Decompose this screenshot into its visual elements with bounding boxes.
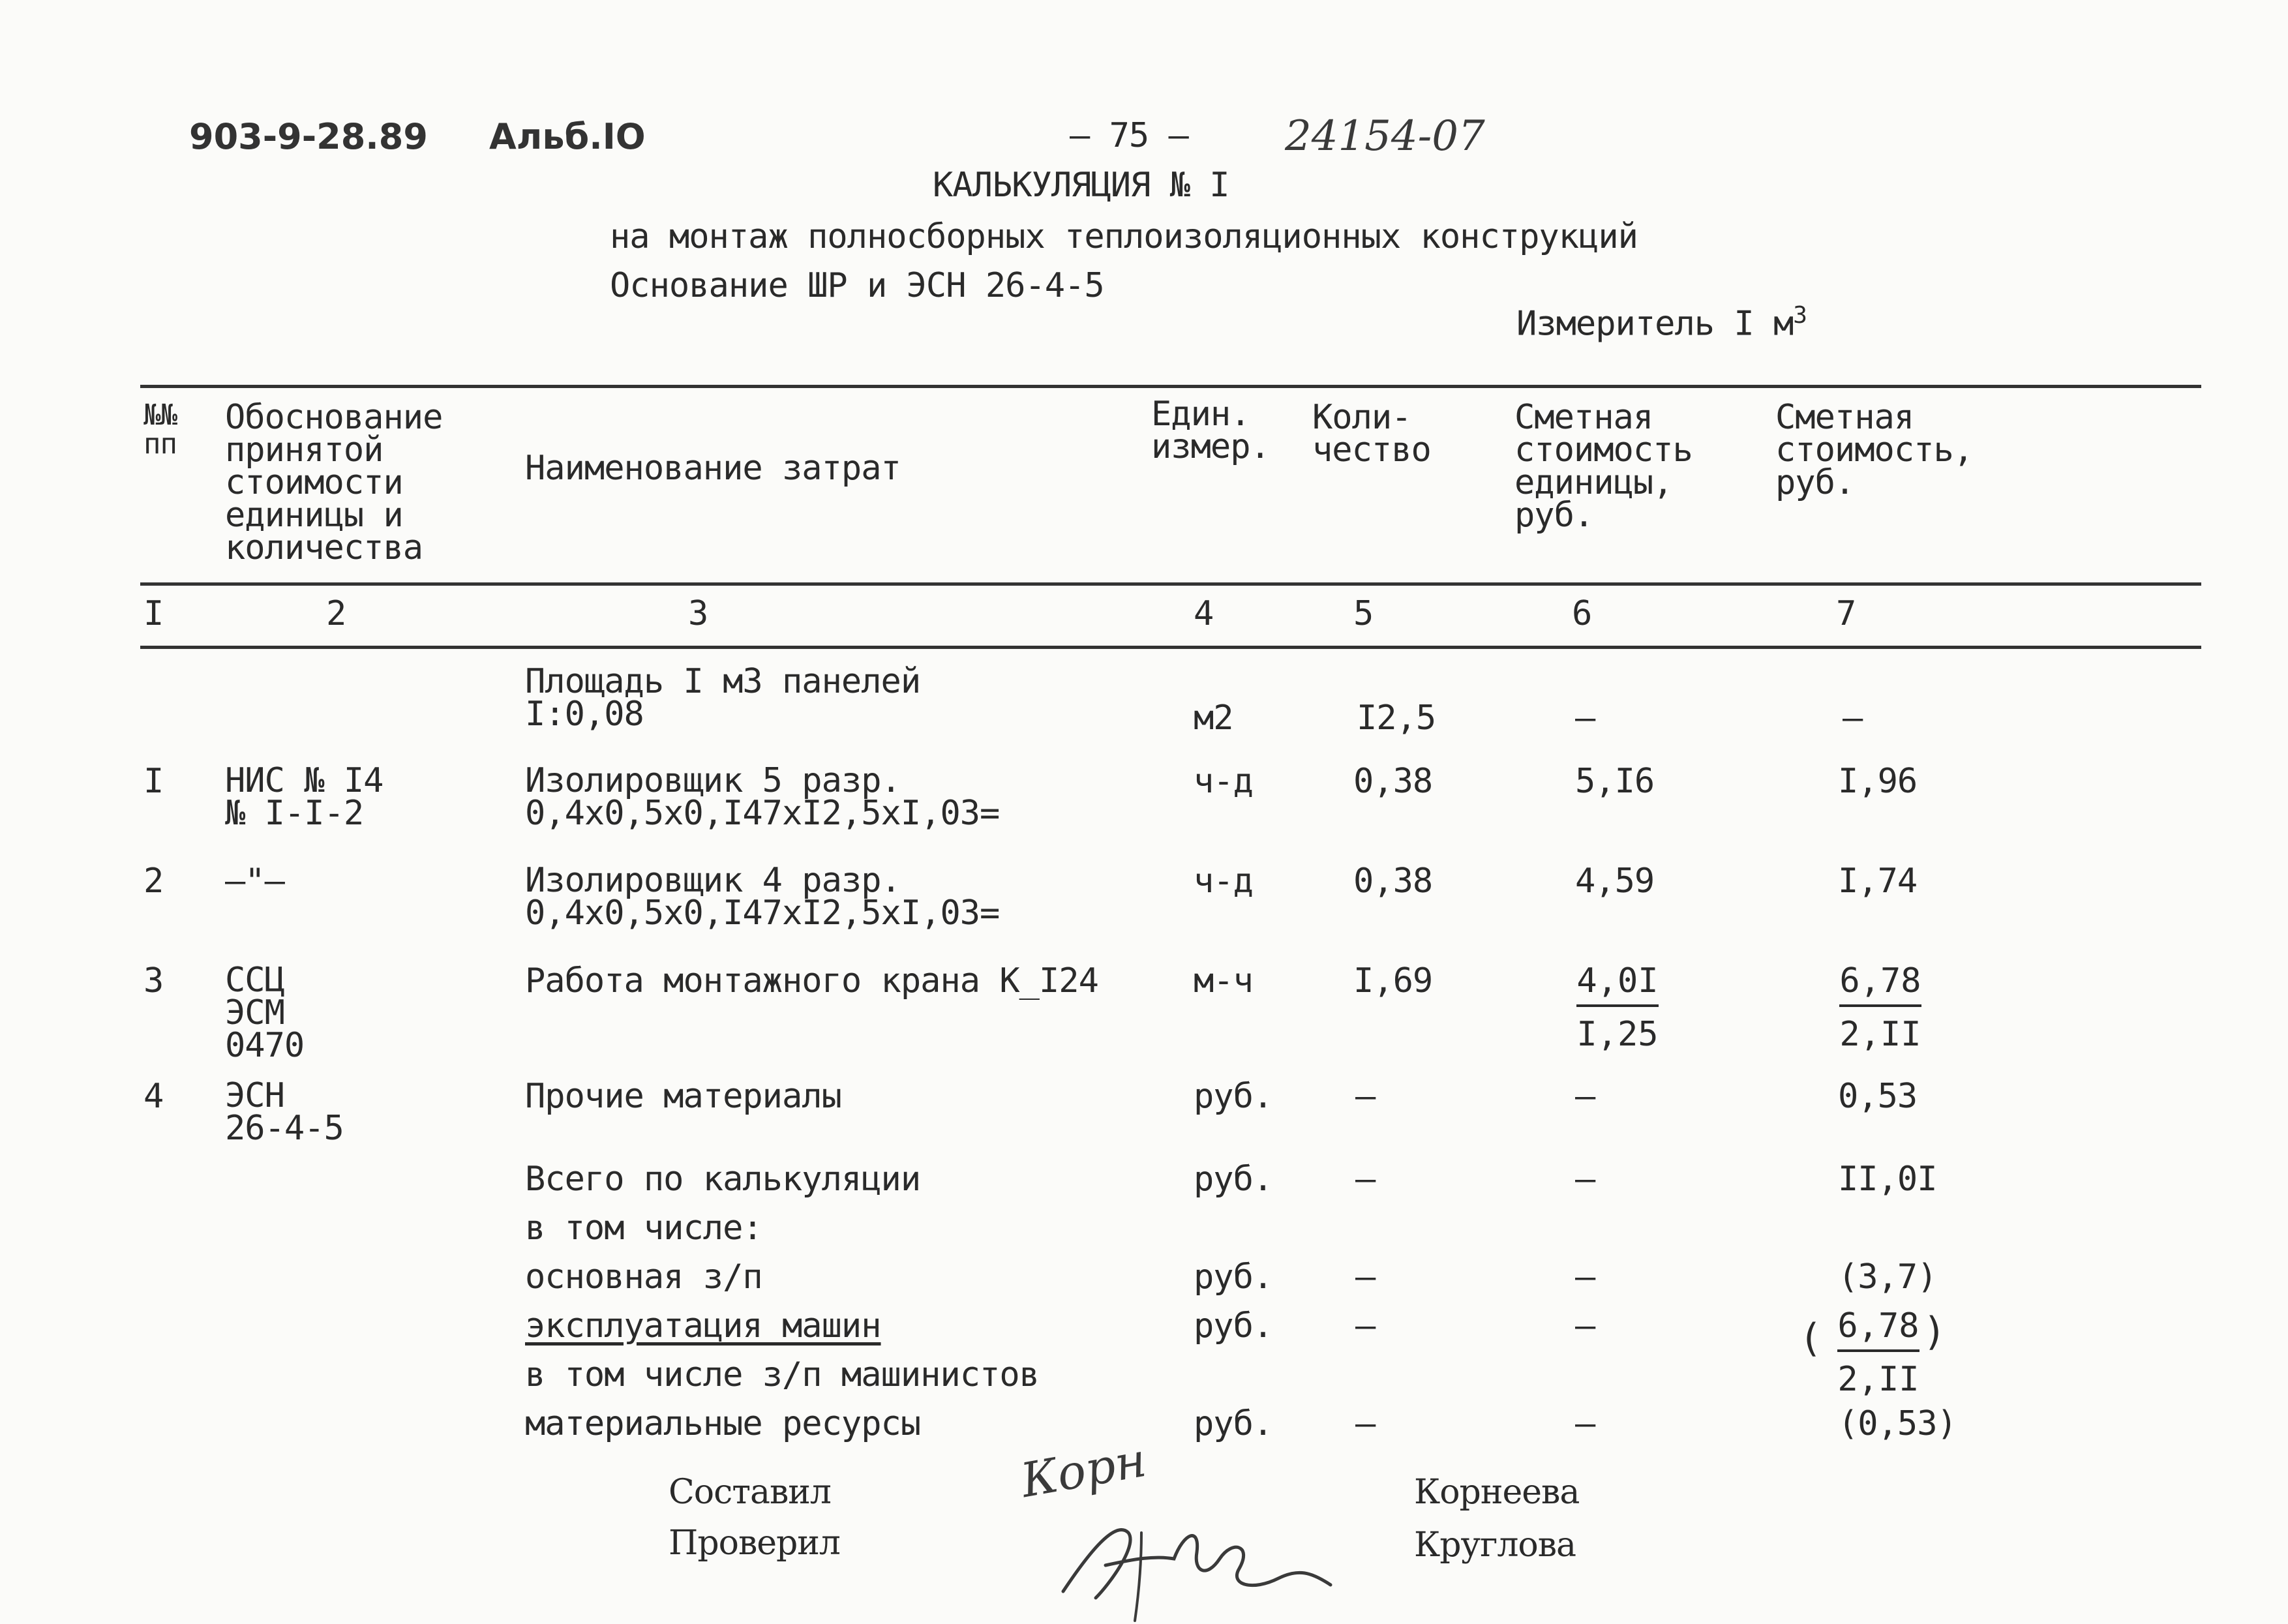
summary-name: материальные ресурсы	[525, 1404, 921, 1443]
fraction-numerator: 6,78	[1839, 964, 1921, 1007]
column-number-5: 5	[1353, 594, 1374, 633]
row-unit-cost-fraction	[1569, 961, 1666, 1054]
fraction-numerator: 4,0I	[1576, 964, 1658, 1007]
column-number-7: 7	[1836, 594, 1856, 633]
summary-unit: руб.	[1194, 1404, 1273, 1443]
summary-name: основная з/п	[525, 1257, 762, 1297]
row-unit-cost: 4,59	[1575, 862, 1655, 901]
page-number: – 75 –	[1070, 116, 1188, 155]
row-total-cost: I,74	[1838, 862, 1918, 901]
open-paren: (	[1799, 1316, 1822, 1361]
row-total-cost: –	[1843, 699, 1863, 738]
header-bottom-rule	[140, 582, 2201, 586]
header-unit-cost: Сметная стоимость единицы, руб.	[1514, 398, 1693, 535]
column-numbers-rule	[140, 646, 2201, 649]
fraction-denominator: I,25	[1576, 1015, 1659, 1054]
row-number: I	[143, 762, 164, 801]
summary-quantity: –	[1355, 1160, 1376, 1199]
row-number: 2	[143, 862, 164, 901]
header-basis: Обоснование принятой стоимости единицы и количества	[225, 398, 443, 567]
header-row-number: №№ пп	[143, 398, 177, 460]
row-unit-cost: 5,I6	[1575, 762, 1655, 801]
document-subtitle: на монтаж полносборных теплоизоляционных конструкций	[610, 217, 1638, 256]
compiled-by-name: Корнеева	[1414, 1473, 1580, 1512]
row-unit: ч-д	[1194, 762, 1253, 801]
summary-unit: руб.	[1194, 1306, 1273, 1346]
row-quantity: –	[1355, 1077, 1376, 1116]
row-cost-name: Работа монтажного крана К_I24	[525, 961, 1098, 1000]
row-basis: ЭСН 26-4-5	[225, 1076, 344, 1148]
row-unit: м2	[1194, 699, 1233, 738]
fraction-numerator: 6,78	[1837, 1309, 1919, 1352]
header-total-cost: Сметная стоимость, руб.	[1775, 398, 1974, 502]
summary-unit-cost: –	[1575, 1160, 1595, 1199]
row-unit: ч-д	[1194, 862, 1253, 901]
meter-unit: Измеритель I $м^3$	[1516, 302, 1807, 344]
fraction-denominator: 2,II	[1839, 1015, 1921, 1054]
close-paren: )	[1923, 1309, 1946, 1355]
row-quantity: 0,38	[1353, 762, 1433, 801]
checked-signature	[1044, 1494, 1344, 1624]
row-total-cost: 0,53	[1838, 1077, 1918, 1116]
row-cost-name: Изолировщик 4 разр. 0,4x0,5x0,I47xI2,5xI,03=	[525, 861, 1000, 933]
column-number-1: I	[143, 594, 164, 633]
column-number-6: 6	[1572, 594, 1592, 633]
summary-unit-cost: –	[1575, 1404, 1595, 1443]
summary-quantity: –	[1355, 1257, 1376, 1297]
document-title: КАЛЬКУЛЯЦИЯ № I	[933, 166, 1229, 205]
summary-unit: руб.	[1194, 1160, 1273, 1199]
column-number-2: 2	[326, 594, 346, 633]
compiled-signature: Корн	[1017, 1432, 1151, 1509]
summary-unit: руб.	[1194, 1257, 1273, 1297]
summary-quantity: –	[1355, 1404, 1376, 1443]
summary-name: Всего по калькуляции	[525, 1160, 921, 1199]
compiled-by-label: Составил	[669, 1473, 831, 1512]
header-cost-name: Наименование затрат	[525, 449, 901, 488]
row-basis: –"–	[225, 862, 284, 901]
row-total-cost-fraction	[1831, 961, 1929, 1054]
summary-total-cost: (0,53)	[1838, 1404, 1957, 1443]
checked-by-label: Проверил	[669, 1524, 840, 1563]
basis-line: Основание ШР и ЭСН 26-4-5	[610, 266, 1104, 305]
row-quantity: I,69	[1353, 961, 1433, 1000]
summary-total-cost-fraction	[1829, 1306, 1927, 1399]
summary-machinist-wages-label: в том числе з/п машинистов	[525, 1355, 1039, 1394]
summary-total-cost: (3,7)	[1838, 1257, 1937, 1297]
fraction-denominator: 2,II	[1837, 1360, 1919, 1399]
row-quantity: 0,38	[1353, 862, 1433, 901]
summary-including-label: в том числе:	[525, 1209, 762, 1248]
row-cost-name: Площадь I м3 панелей I:0,08	[525, 662, 921, 734]
row-unit-cost: –	[1575, 699, 1595, 738]
header-quantity: Коли- чество	[1312, 398, 1431, 470]
summary-name: эксплуатация машин	[525, 1306, 881, 1346]
handwritten-inventory-number: 24154-07	[1285, 112, 1485, 160]
album-number: Альб.IO	[489, 116, 646, 157]
row-unit-cost: –	[1575, 1077, 1595, 1116]
column-number-3: 3	[688, 594, 708, 633]
summary-unit-cost: –	[1575, 1306, 1595, 1346]
summary-total-cost: II,0I	[1838, 1160, 1937, 1199]
row-total-cost: I,96	[1838, 762, 1918, 801]
header-unit: Един. измер.	[1151, 395, 1270, 466]
row-number: 4	[143, 1077, 164, 1116]
checked-by-name: Круглова	[1414, 1526, 1576, 1565]
row-basis: ССЦ ЭСМ 0470	[225, 961, 305, 1065]
summary-unit-cost: –	[1575, 1257, 1595, 1297]
row-unit: м-ч	[1194, 961, 1253, 1000]
column-number-4: 4	[1194, 594, 1214, 633]
row-unit: руб.	[1194, 1077, 1273, 1116]
document-code: 903-9-28.89	[189, 116, 428, 157]
row-cost-name: Изолировщик 5 разр. 0,4x0,5x0,I47xI2,5xI,03=	[525, 761, 1000, 833]
row-quantity: I2,5	[1357, 699, 1436, 738]
row-cost-name: Прочие материалы	[525, 1077, 841, 1116]
row-number: 3	[143, 961, 164, 1000]
row-basis: НИС № I4 № I-I-2	[225, 761, 384, 833]
summary-quantity: –	[1355, 1306, 1376, 1346]
table-top-rule	[140, 385, 2201, 388]
